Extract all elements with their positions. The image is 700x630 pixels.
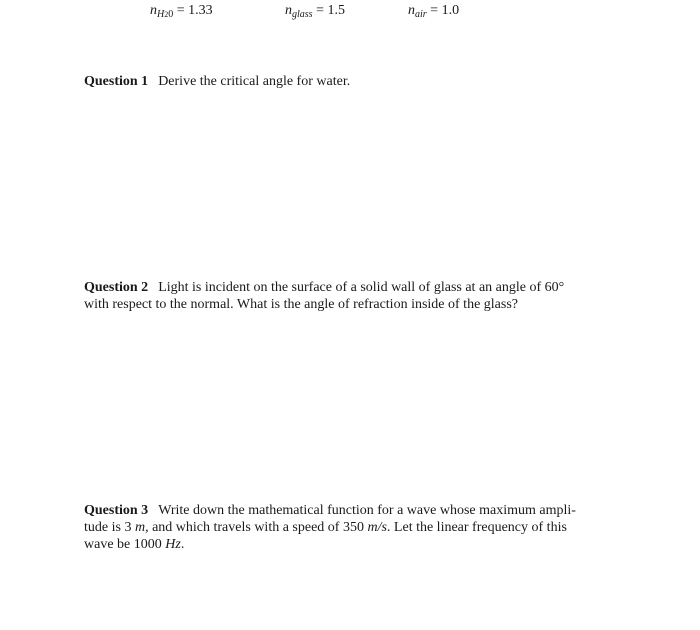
question-1 [84,73,620,90]
question-3-text-3a: wave be 1000 [84,537,166,552]
unit-hertz: Hz [165,537,181,552]
water-symbol: n [150,3,157,18]
question-2-line-2: with respect to the normal. What is the angle of refraction inside of the glass? [84,297,518,312]
refractive-index-constants [0,3,700,25]
question-3-label: Question 3 [84,503,149,518]
air-refractive-index [408,3,459,20]
question-2-label: Question 2 [84,280,149,295]
glass-value: = 1.5 [316,3,345,18]
question-2 [84,279,620,313]
glass-refractive-index [285,3,345,20]
water-refractive-index [150,3,213,20]
air-value: = 1.0 [430,3,460,18]
question-1-label: Question 1 [84,74,149,89]
question-3-text-2b: , and which travels with a speed of 350 [145,520,368,535]
water-subscript-h: H [157,9,165,20]
question-3-text-1: Write down the mathematical function for a wave whose maximum ampli- [158,503,576,518]
water-subscript [157,9,173,20]
water-value: = 1.33 [176,3,213,18]
question-3-line-1 [84,502,620,519]
question-3-line-2 [84,519,620,536]
question-3 [84,502,620,553]
glass-symbol: n [285,3,292,18]
water-subscript-0: 0 [168,9,174,20]
question-3-text-3b: . [180,537,185,552]
question-3-line-3 [84,536,620,553]
question-3-text-2c: . Let the linear frequency of this [386,520,567,535]
unit-meters: m [134,520,146,535]
question-1-text: Derive the critical angle for water. [158,74,351,89]
water-subscript-2: 2 [164,10,169,19]
question-1-line [84,73,620,90]
unit-meters-per-second: m/s [367,520,387,535]
question-3-text-2a: tude is 3 [84,520,135,535]
air-symbol: n [408,3,415,18]
question-2-text-1: Light is incident on the surface of a solid wall of glass at an angle of 60° [158,280,565,295]
air-subscript: air [415,9,427,20]
question-2-line-1 [84,279,620,296]
glass-subscript: glass [292,9,313,20]
